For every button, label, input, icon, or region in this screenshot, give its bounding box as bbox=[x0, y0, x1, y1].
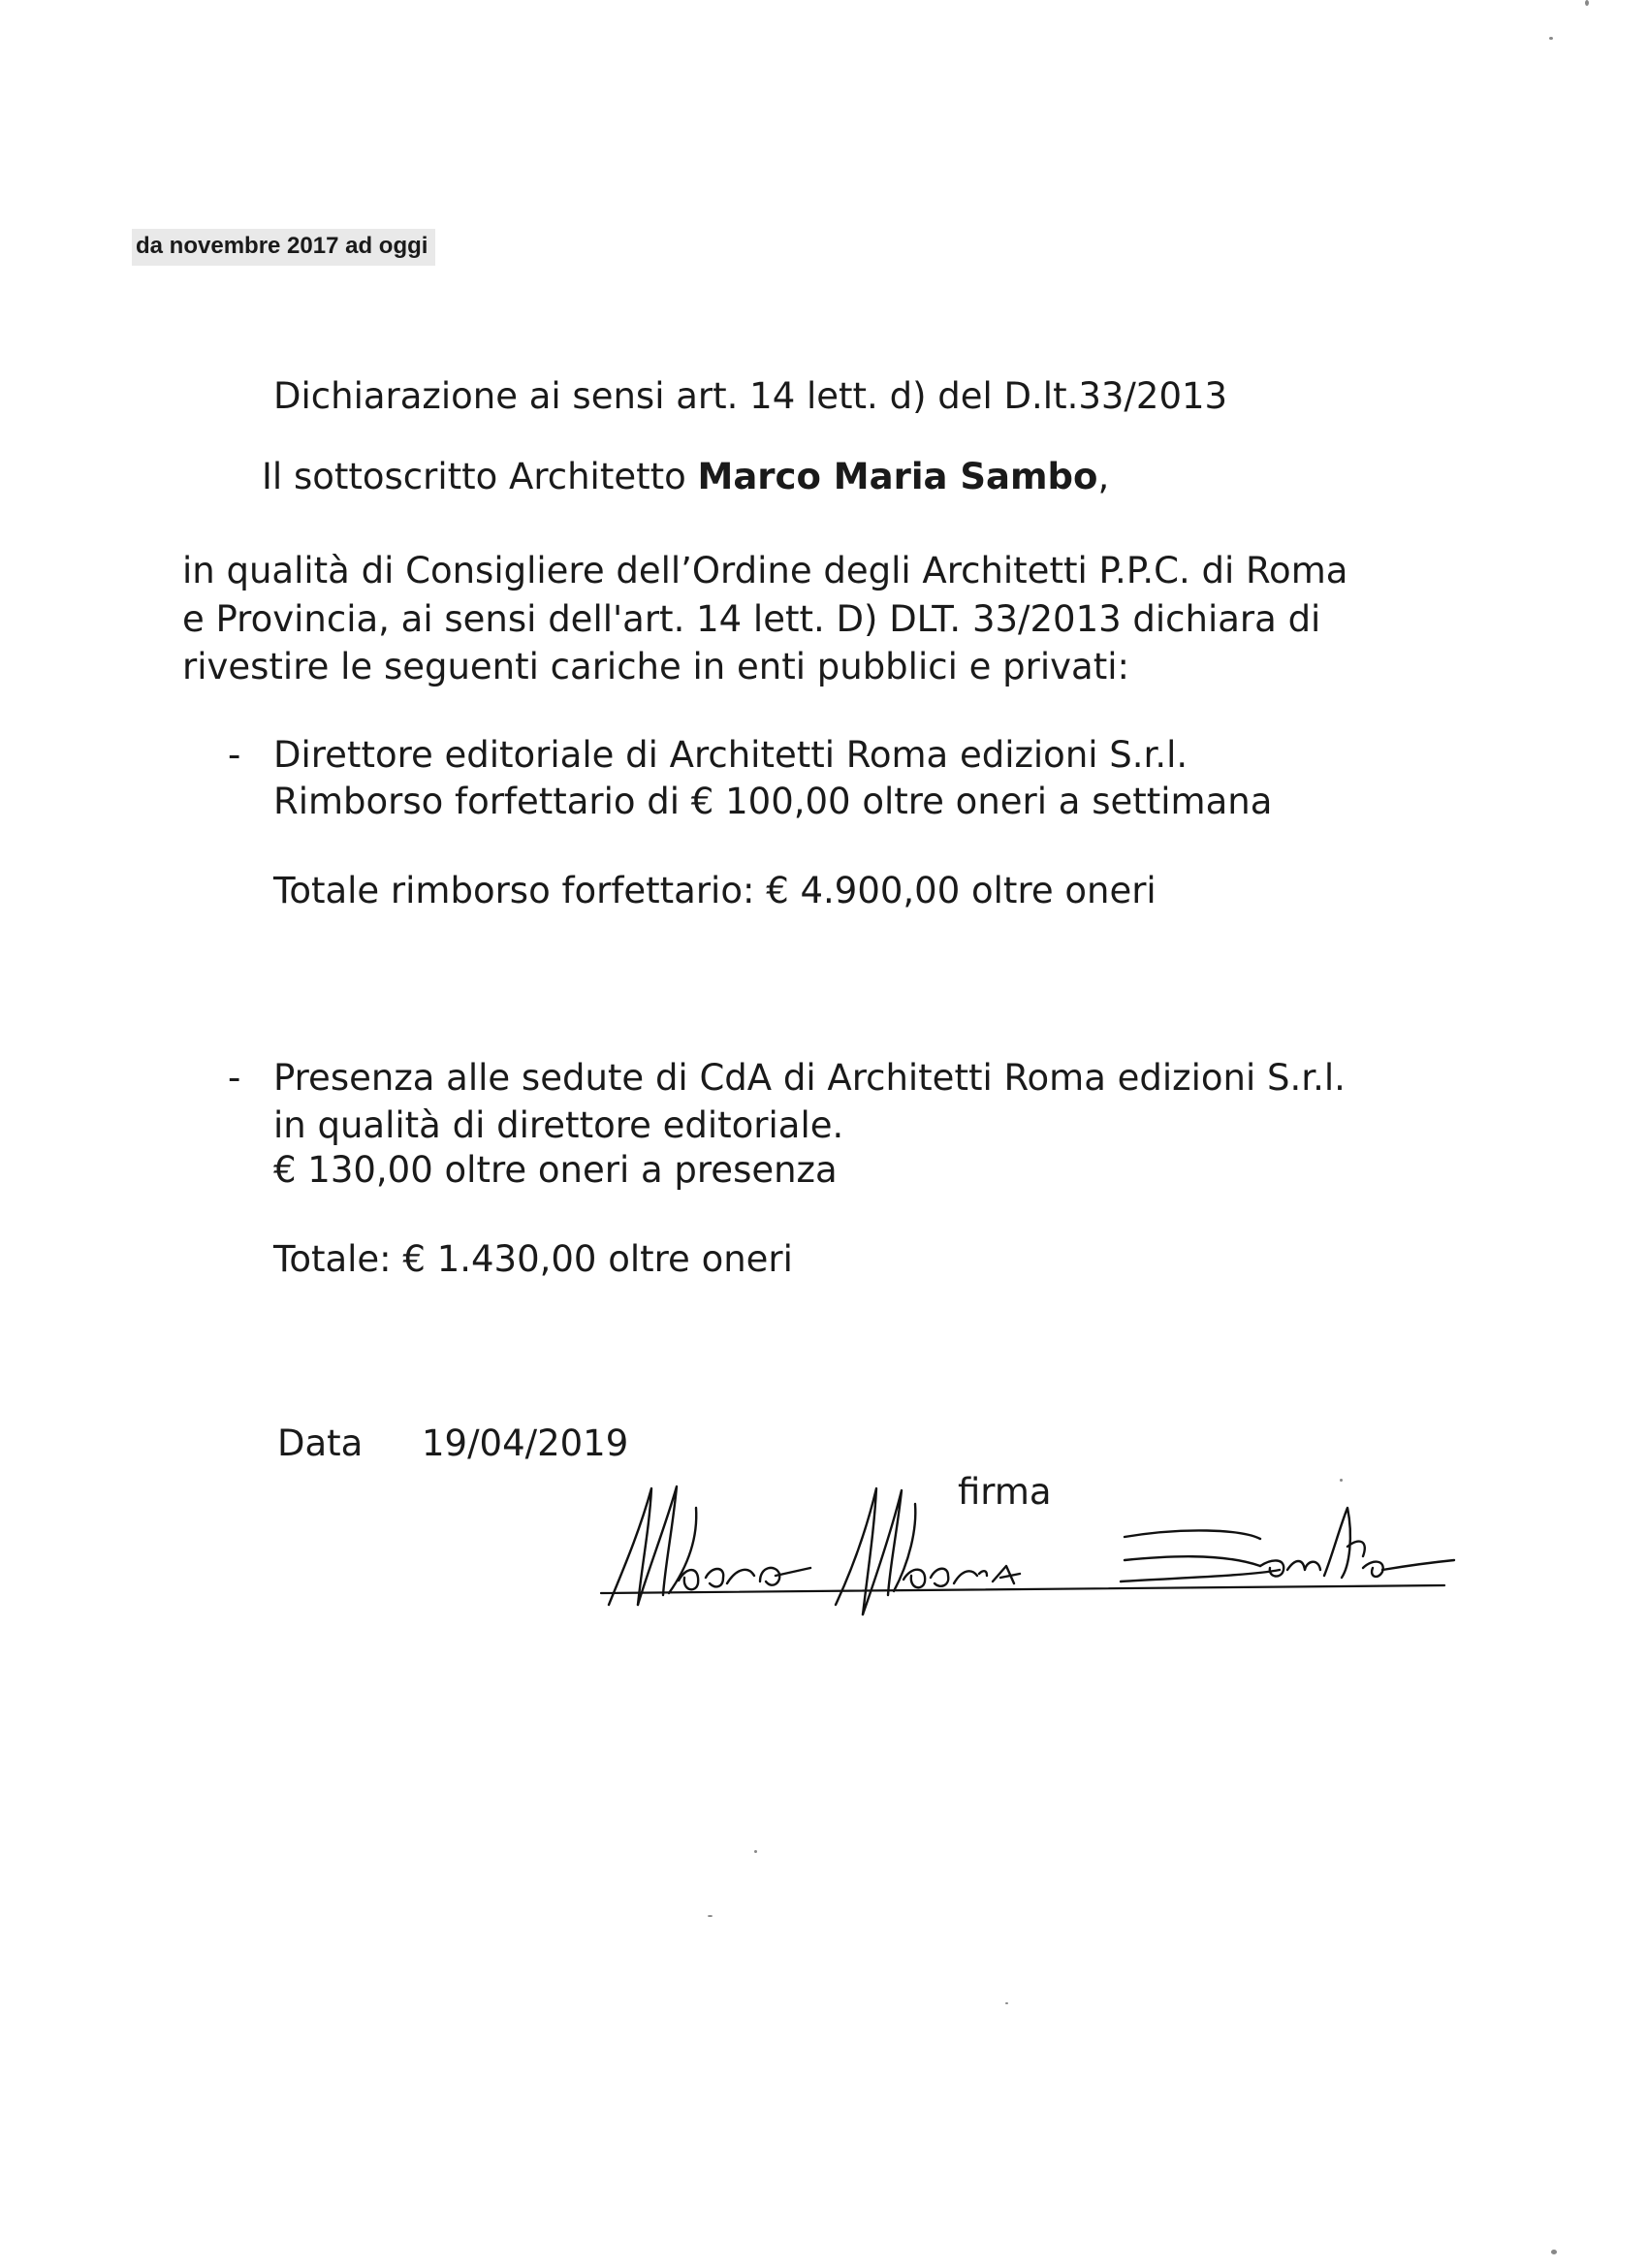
item-line: Direttore editoriale di Architetti Roma edizioni S.r.l. bbox=[273, 734, 1188, 776]
scan-speck bbox=[754, 1850, 757, 1853]
scan-speck bbox=[1005, 2002, 1008, 2004]
intro-suffix: , bbox=[1097, 456, 1110, 497]
declaration-intro bbox=[262, 456, 1110, 497]
item-line: in qualità di direttore editoriale. bbox=[273, 1104, 844, 1146]
scan-speck bbox=[708, 1915, 713, 1917]
item-line: Presenza alle sedute di CdA di Architetti Roma edizioni S.r.l. bbox=[273, 1057, 1346, 1099]
item-line: Rimborso forfettario di € 100,00 oltre oneri a settimana bbox=[273, 781, 1273, 822]
handwritten-signature bbox=[582, 1469, 1474, 1644]
scan-speck bbox=[1549, 37, 1553, 40]
period-stamp: da novembre 2017 ad oggi bbox=[132, 229, 435, 266]
item-bullet: - bbox=[228, 734, 241, 776]
signer-name: Marco Maria Sambo bbox=[697, 456, 1098, 497]
declaration-title: Dichiarazione ai sensi art. 14 lett. d) del D.lt.33/2013 bbox=[273, 375, 1228, 417]
scan-speck bbox=[1340, 1479, 1343, 1482]
item-total: Totale: € 1.430,00 oltre oneri bbox=[273, 1238, 793, 1280]
scan-speck bbox=[1585, 0, 1589, 6]
intro-prefix: Il sottoscritto Architetto bbox=[262, 456, 698, 497]
scan-speck bbox=[1551, 2250, 1557, 2254]
item-bullet: - bbox=[228, 1057, 241, 1099]
item-line: € 130,00 oltre oneri a presenza bbox=[273, 1149, 838, 1191]
body-line: in qualità di Consigliere dell’Ordine degli Architetti P.P.C. di Roma bbox=[182, 550, 1348, 591]
signature-label: firma bbox=[958, 1471, 1052, 1513]
body-line: rivestire le seguenti cariche in enti pubblici e privati: bbox=[182, 646, 1129, 687]
date-value: 19/04/2019 bbox=[422, 1422, 629, 1464]
body-line: e Provincia, ai sensi dell'art. 14 lett. D) DLT. 33/2013 dichiara di bbox=[182, 598, 1321, 640]
date-label: Data bbox=[277, 1422, 364, 1464]
item-total: Totale rimborso forfettario: € 4.900,00 oltre oneri bbox=[273, 870, 1157, 911]
